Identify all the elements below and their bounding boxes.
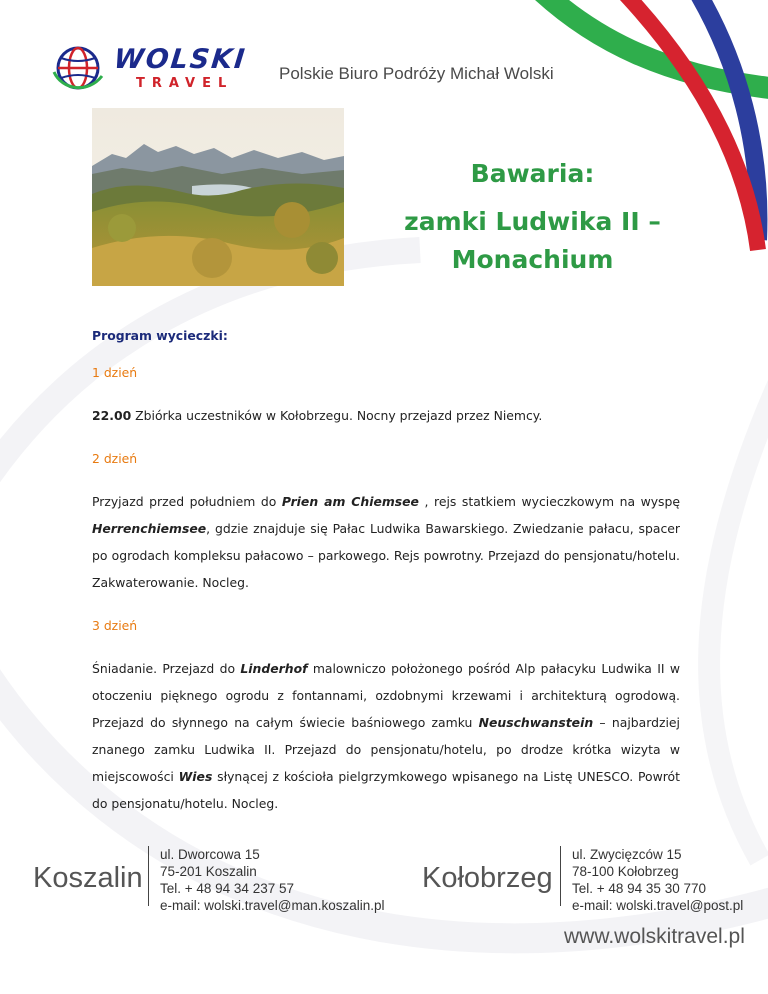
day-3-label: 3 dzień [92, 618, 138, 633]
logo-subtitle: TRAVEL [136, 76, 234, 91]
day-3-place-3: Wies [178, 769, 213, 784]
day-3-text-1: Śniadanie. Przejazd do [92, 661, 241, 676]
agency-tagline: Polskie Biuro Podróży Michał Wolski [279, 64, 554, 83]
koszalin-phone: Tel. + 48 94 34 237 57 [160, 881, 294, 896]
kolobrzeg-postcode: 78-100 Kołobrzeg [572, 864, 679, 879]
day-2-text-1: Przyjazd przed południem do [92, 494, 282, 509]
day-3-text-3: – najbardziej znanego zamku Ludwika II. Przejazd do pensjonatu/hotelu, po drodze krótka wizyta w miejscowości [92, 715, 680, 784]
day-1-text: Zbiórka uczestników w Kołobrzegu. Nocny przejazd przez Niemcy. [131, 408, 543, 423]
day-3-place-2: Neuschwanstein [478, 715, 594, 730]
day-2-text-3: , gdzie znajduje się Pałac Ludwika Bawarskiego. Zwiedzanie pałacu, spacer po ogrodach kompleksu pałacowo – parkowego. Rejs powrotny. Przejazd do pensjonatu/hotelu. Zakwaterowanie. Nocleg. [92, 521, 680, 590]
day-2-text-2: , rejs statkiem wycieczkowym na wyspę [418, 494, 680, 509]
kolobrzeg-email[interactable]: e-mail: wolski.travel@post.pl [572, 898, 744, 913]
kolobrzeg-city: Kołobrzeg [422, 862, 553, 894]
kolobrzeg-street: ul. Zwycięzców 15 [572, 847, 682, 862]
kolobrzeg-address [572, 846, 743, 914]
day-2-place-2: Herrenchiemsee [92, 521, 207, 536]
koszalin-address [160, 846, 385, 914]
kolobrzeg-phone: Tel. + 48 94 35 30 770 [572, 881, 706, 896]
koszalin-postcode: 75-201 Koszalin [160, 864, 257, 879]
faint-arc-right [709, 380, 768, 860]
footer-divider-kolobrzeg [560, 846, 561, 906]
program-heading: Program wycieczki: [92, 328, 228, 343]
globe-icon [52, 42, 104, 94]
title-line-3: Monachium [451, 245, 614, 274]
website-link[interactable]: www.wolskitravel.pl [564, 925, 745, 948]
day-3-text-4: słynącej z kościoła pielgrzymkowego wpisanego na Listę UNESCO. Powrót do pensjonatu/hotelu. Nocleg. [92, 769, 680, 811]
title-line-2: zamki Ludwika II – [404, 207, 661, 236]
day-1-label: 1 dzień [92, 365, 138, 380]
footer-divider-koszalin [148, 846, 149, 906]
logo-name: WOLSKI [112, 44, 248, 75]
title-line-1: Bawaria: [470, 159, 595, 188]
day-3-place-1: Linderhof [240, 661, 308, 676]
koszalin-city: Koszalin [33, 862, 143, 894]
day-1-description [92, 402, 680, 429]
day-2-description [92, 488, 680, 596]
koszalin-street: ul. Dworcowa 15 [160, 847, 260, 862]
day-2-place-1: Prien am Chiemsee [281, 494, 419, 509]
mountain-lake-photo [92, 108, 344, 286]
day-3-text-2: malowniczo położonego pośród Alp pałacyku Ludwika II w otoczeniu pięknego ogrodu z fontannami, ozdobnymi krzewami i architekturą ogrodową. Przejazd do słynnego na całym świecie baśniowego zamku [92, 661, 680, 730]
program-content [92, 328, 680, 839]
wolski-travel-logo [52, 42, 252, 94]
day-1-time: 22.00 [92, 408, 132, 423]
day-2-label: 2 dzień [92, 451, 138, 466]
koszalin-email[interactable]: e-mail: wolski.travel@man.koszalin.pl [160, 898, 385, 913]
tour-title [395, 155, 670, 279]
day-3-description [92, 655, 680, 817]
